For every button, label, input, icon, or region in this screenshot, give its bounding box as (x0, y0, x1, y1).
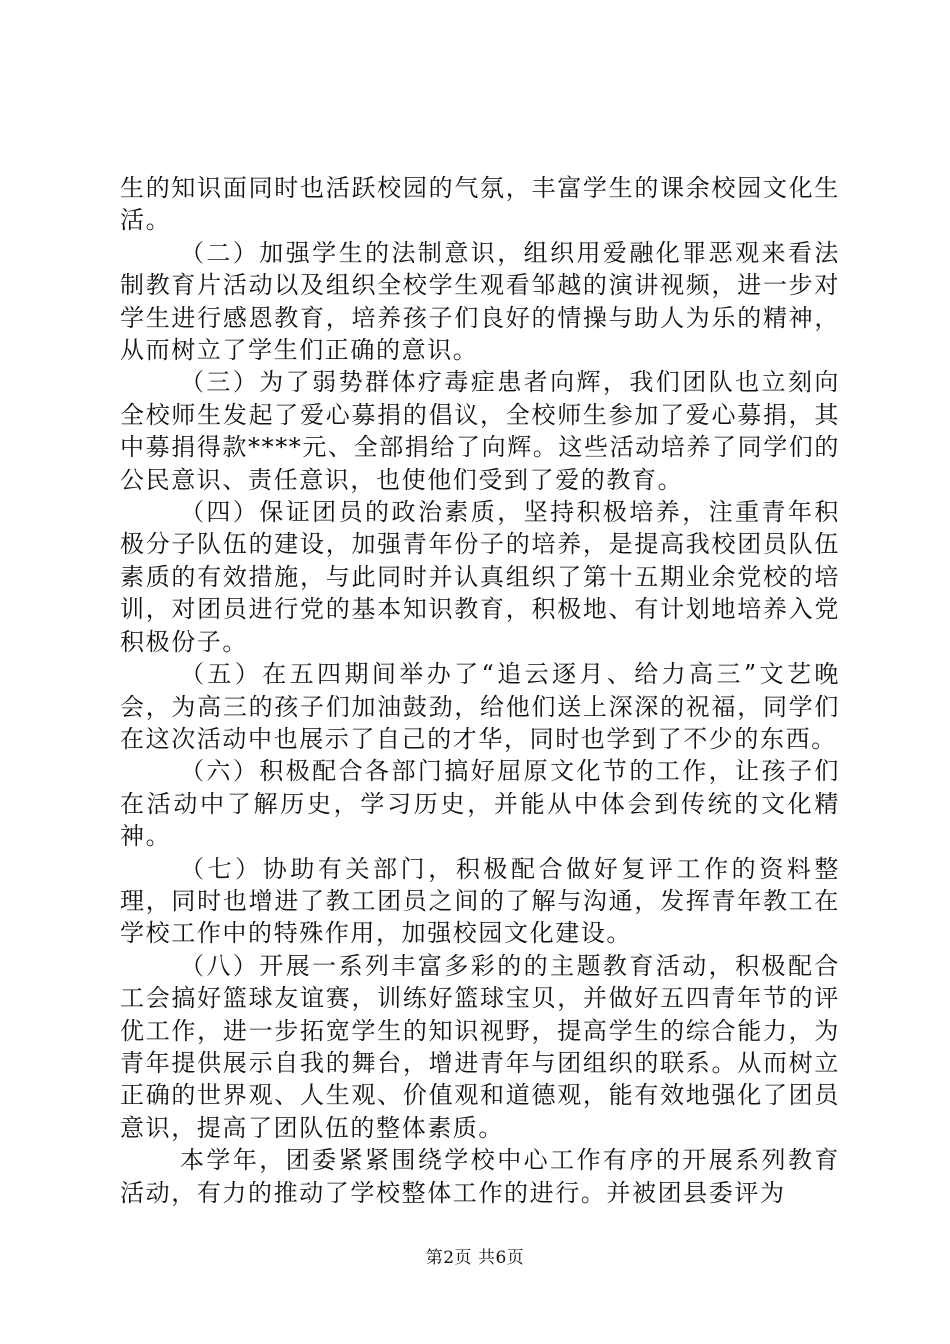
paragraph-summary: 本学年，团委紧紧围绕学校中心工作有序的开展系列教育活动，有力的推动了学校整体工作的进行。并被团县委评为 (120, 1146, 840, 1207)
paragraph-item-5: （五）在五四期间举办了“追云逐月、给力高三”文艺晚会，为高三的孩子们加油鼓劲，给他们送上深深的祝福，同学们在这次活动中也展示了自己的才华，同时也学到了不少的东西。 (120, 660, 840, 753)
paragraph-item-6: （六）积极配合各部门搞好屈原文化节的工作，让孩子们在活动中了解历史，学习历史，并能从中体会到传统的文化精神。 (120, 757, 840, 851)
page-number-footer: 第2页 共6页 (425, 1248, 525, 1268)
paragraph-continued: 生的知识面同时也活跃校园的气氛，丰富学生的课余校园文化生活。 (120, 174, 840, 235)
document-body (120, 172, 840, 1209)
paragraph-item-7: （七）协助有关部门，积极配合做好复评工作的资料整理，同时也增进了教工团员之间的了解与沟通，发挥青年教工在学校工作中的特殊作用，加强校园文化建设。 (120, 854, 840, 948)
paragraph-item-2: （二）加强学生的法制意识，组织用爱融化罪恶观来看法制教育片活动以及组织全校学生观看邹越的演讲视频，进一步对学生进行感恩教育，培养孩子们良好的情操与助人为乐的精神，从而树立了学生们正确的意识。 (120, 238, 840, 365)
paragraph-item-8: （八）开展一系列丰富多彩的的主题教育活动，积极配合工会搞好篮球友谊赛，训练好篮球宝贝，并做好五四青年节的评优工作，进一步拓宽学生的知识视野，提高学生的综合能力，为青年提供展示自我的舞台，增进青年与团组织的联系。从而树立正确的世界观、人生观、价值观和道德观，能有效地强化了团员意识，提高了团队伍的整体素质。 (120, 951, 840, 1142)
paragraph-item-4: （四）保证团员的政治素质，坚持积极培养，注重青年积极分子队伍的建设，加强青年份子的培养，是提高我校团员队伍素质的有效措施，与此同时并认真组织了第十五期业余党校的培训，对团员进行党的基本知识教育，积极地、有计划地培养入党积极份子。 (120, 498, 840, 656)
paragraph-item-3: （三）为了弱势群体疗毒症患者向辉，我们团队也立刻向全校师生发起了爱心募捐的倡议，全校师生参加了爱心募捐，其中募捐得款****元、全部捐给了向辉。这些活动培养了同学们的公民意识、责任意识，也使他们受到了爱的教育。 (120, 368, 840, 494)
